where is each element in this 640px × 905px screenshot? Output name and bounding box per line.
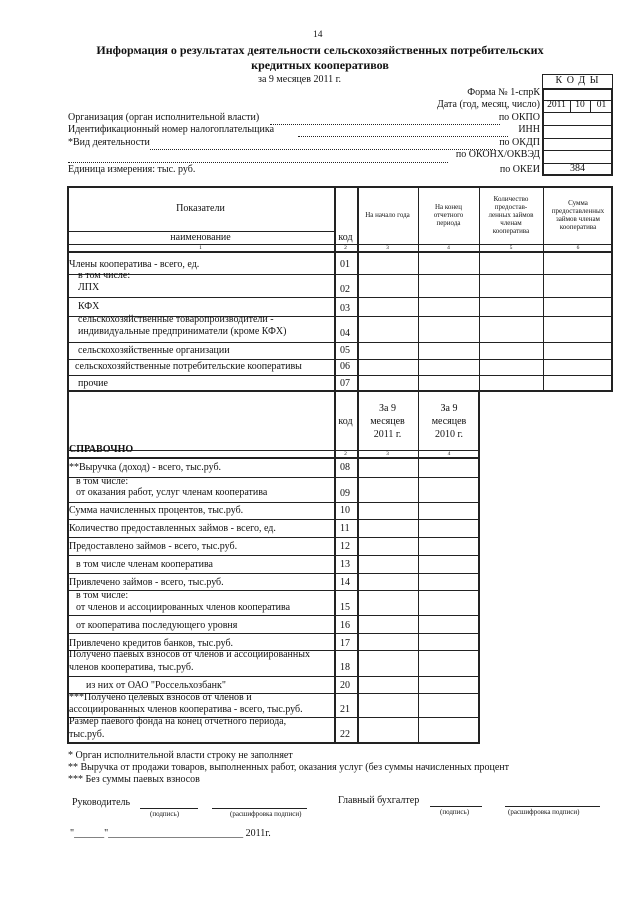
- row-code: 18: [340, 662, 350, 673]
- table-row: сельскохозяйственные организации: [78, 345, 230, 356]
- table-row: Сумма начисленных процентов, тыс.руб.: [69, 505, 244, 516]
- table-row: ***Получено целевых взносов от членов и: [69, 692, 252, 703]
- row-code: 06: [340, 361, 350, 372]
- header-loans-sum: Сумма предоставленных займов членам кооператива: [551, 199, 605, 231]
- table-row: **Выручка (доход) - всего, тыс.руб.: [69, 462, 222, 473]
- table-row: КФХ: [78, 301, 100, 312]
- date-label: Дата (год, месяц, число): [437, 99, 540, 110]
- row-code: 12: [340, 541, 350, 552]
- row-code: 21: [340, 704, 350, 715]
- head-decode-hint: (расшифровка подписи): [230, 810, 302, 818]
- table-row: ассоциированных членов кооператива - всего, тыс.руб.: [69, 704, 303, 715]
- table-row: в том числе:: [76, 476, 129, 487]
- table-row: индивидуальные предприниматели (кроме КФХ): [78, 326, 287, 337]
- date-year: 2011: [547, 100, 566, 110]
- col-num-2b: 2: [344, 450, 347, 457]
- row-code: 11: [340, 523, 350, 534]
- header-code: код: [338, 232, 353, 243]
- header-2011: За 9 месяцев 2011 г.: [370, 402, 405, 440]
- col-num-5: 5: [509, 244, 513, 251]
- col-num-2: 2: [344, 244, 347, 251]
- row-code: 13: [340, 559, 350, 570]
- col-num-3b: 3: [386, 450, 389, 457]
- header-loans-count: Количество предостав- ленных займов членам кооператива: [488, 195, 534, 235]
- head-decode-line: [212, 808, 307, 809]
- okei-label: по ОКЕИ: [499, 164, 540, 175]
- codes-header: К О Д Ы: [555, 75, 600, 86]
- row-code: 16: [340, 620, 350, 631]
- date-month: 10: [575, 100, 585, 110]
- okei-value: 384: [570, 163, 585, 174]
- accountant-signature-line: [430, 806, 482, 807]
- row-code: 09: [340, 488, 350, 499]
- inn-label: ИНН: [518, 124, 540, 135]
- col-num-1: 1: [199, 244, 202, 251]
- organization-line: [270, 124, 500, 125]
- row-code: 20: [340, 680, 350, 691]
- accountant-signature-hint: (подпись): [440, 808, 470, 816]
- table-row: Привлечено займов - всего, тыс.руб.: [69, 577, 224, 588]
- row-code: 10: [340, 505, 350, 516]
- header-2010: За 9 месяцев 2010 г.: [431, 402, 467, 440]
- organization-label: Организация (орган исполнительной власти): [68, 112, 260, 123]
- header-name: наименование: [170, 232, 231, 243]
- table-row: в том числе:: [78, 270, 131, 281]
- activity-label: *Вид деятельности: [68, 137, 150, 148]
- inn-row-label: Идентификационный номер налогоплательщика: [68, 124, 275, 135]
- table-row: из них от ОАО "Россельхозбанк": [86, 680, 226, 691]
- page-subtitle: кредитных кооперативов: [251, 58, 389, 72]
- table-row: Количество предоставленных займов - всего, ед.: [69, 523, 276, 534]
- head-label: Руководитель: [72, 797, 131, 808]
- header-start-of-year: На начало года: [365, 211, 410, 219]
- row-code: 05: [340, 345, 350, 356]
- row-code: 17: [340, 638, 350, 649]
- table-row: членов кооператива, тыс.руб.: [69, 662, 194, 673]
- table-row: прочие: [78, 378, 108, 389]
- row-code: 02: [340, 284, 350, 295]
- col-num-3: 3: [386, 244, 389, 251]
- table-row: Размер паевого фонда на конец отчетного периода,: [69, 716, 287, 727]
- table-row: Привлечено кредитов банков, тыс.руб.: [69, 638, 234, 649]
- table-row: Члены кооператива - всего, ед.: [69, 259, 200, 270]
- header-end-of-period: На конец отчетного периода: [433, 203, 464, 227]
- table-row: от членов и ассоциированных членов кооператива: [76, 602, 291, 613]
- col-num-4: 4: [447, 244, 450, 251]
- table-row: от кооператива последующего уровня: [76, 620, 238, 631]
- footnote-1: * Орган исполнительной власти строку не заполняет: [68, 750, 293, 761]
- unit-label: Единица измерения: тыс. руб.: [68, 164, 196, 175]
- table-row: Предоставлено займов - всего, тыс.руб.: [69, 541, 238, 552]
- section-title: СПРАВОЧНО: [69, 444, 134, 455]
- header-indicators: Показатели: [176, 203, 225, 214]
- table-row: от оказания работ, услуг членам кооператива: [76, 487, 268, 498]
- row-code: 01: [340, 259, 350, 270]
- row-code: 03: [340, 303, 350, 314]
- chief-accountant-label: Главный бухгалтер: [338, 795, 420, 806]
- row-code: 08: [340, 462, 350, 473]
- activity-line: [150, 149, 495, 150]
- head-signature-line: [140, 808, 198, 809]
- accountant-decode-hint: (расшифровка подписи): [508, 808, 580, 816]
- date-line: "______"___________________________ 2011г.: [70, 828, 271, 839]
- okonh-label: по ОКОНХ/ОКВЭД: [455, 149, 540, 160]
- okdp-label: по ОКДП: [499, 137, 540, 148]
- col-num-4b: 4: [447, 450, 451, 457]
- header-code-2: код: [338, 415, 353, 427]
- footnote-3: *** Без суммы паевых взносов: [68, 774, 200, 785]
- col-num-6: 6: [576, 244, 580, 251]
- table-row: сельскохозяйственные товаропроизводители -: [78, 314, 274, 325]
- row-code: 22: [340, 729, 350, 740]
- table-row: сельскохозяйственные потребительские кооперативы: [75, 361, 302, 372]
- page-title: Информация о результатах деятельности сельскохозяйственных потребительских: [96, 43, 544, 57]
- row-code: 07: [340, 378, 350, 389]
- form-number-label: Форма № 1-спрК: [467, 87, 540, 98]
- date-day: 01: [596, 100, 607, 110]
- inn-line: [298, 136, 508, 137]
- footnote-2: ** Выручка от продажи товаров, выполненных работ, оказания услуг (без суммы начисленных процент: [68, 762, 510, 773]
- table-row: в том числе:: [76, 590, 129, 601]
- report-period: за 9 месяцев 2011 г.: [258, 74, 342, 85]
- row-code: 14: [340, 577, 350, 588]
- head-signature-hint: (подпись): [150, 810, 180, 818]
- table-row: ЛПХ: [78, 282, 100, 293]
- row-code: 15: [340, 602, 350, 613]
- table-row: в том числе членам кооператива: [76, 559, 213, 570]
- table-row: тыс.руб.: [69, 729, 105, 740]
- page-number: 14: [313, 30, 323, 40]
- accountant-decode-line: [505, 806, 600, 807]
- table-row: Получено паевых взносов от членов и ассоциированных: [69, 649, 310, 660]
- row-code: 04: [340, 328, 350, 339]
- activity-line-2: [68, 162, 448, 163]
- okpo-label: по ОКПО: [498, 112, 540, 123]
